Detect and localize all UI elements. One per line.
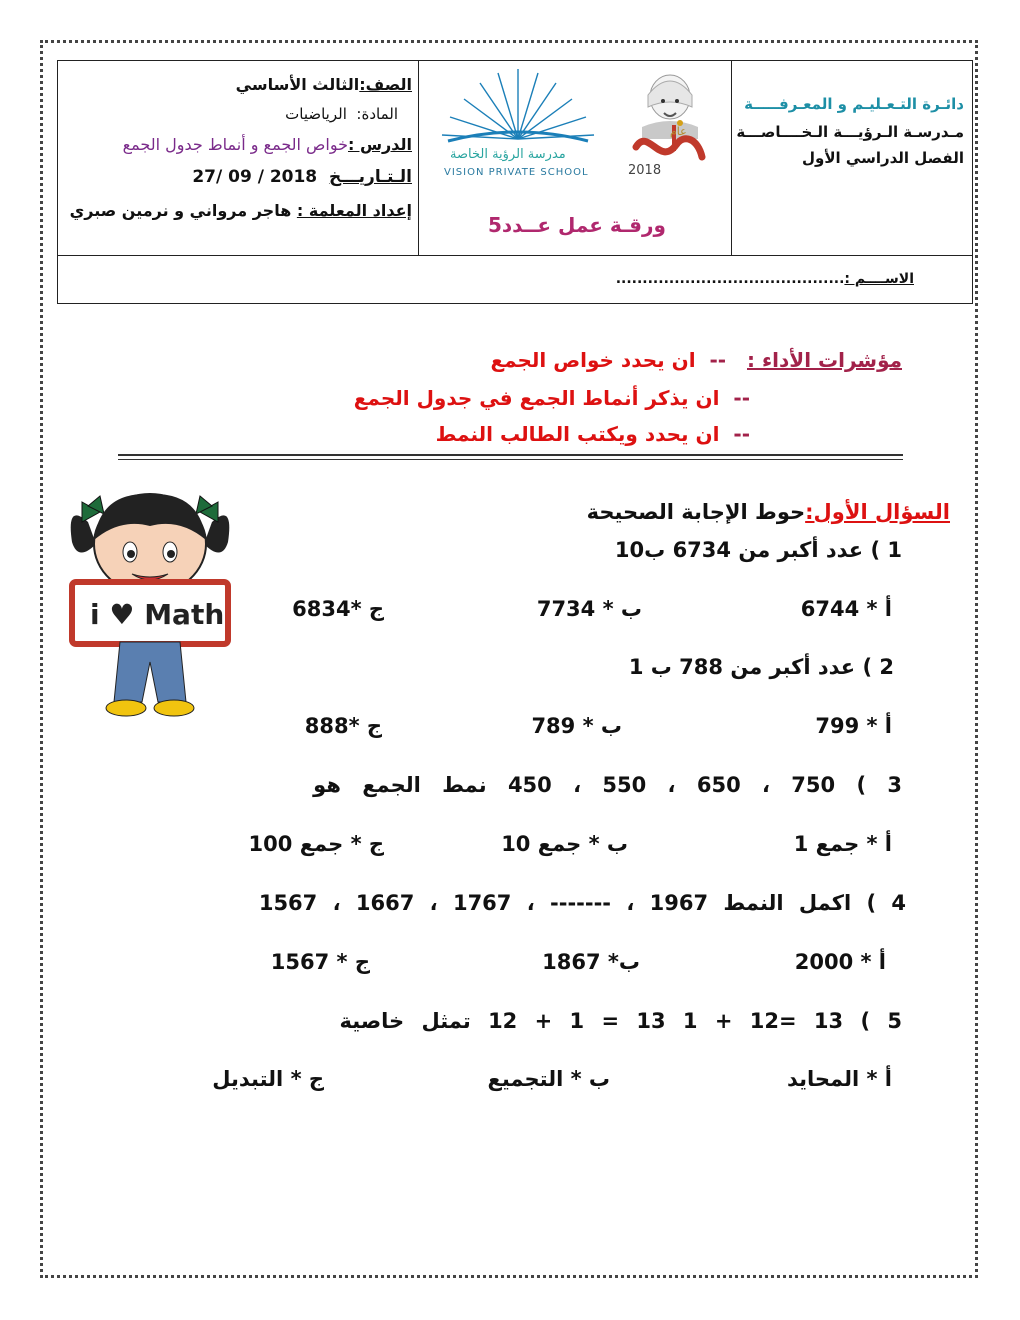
lesson-value: خواص الجمع و أنماط جدول الجمع [122,135,348,154]
q1-item1-option-b[interactable]: ب * 7734 [536,597,642,621]
teacher-value: هاجر مرواني و نرمين صبري [69,201,292,220]
header-table [57,60,973,304]
indicator-row-3 [436,422,750,446]
indicator-dash: -- [733,422,750,446]
q1-item3-option-b[interactable]: ب * جمع 10 [501,832,628,856]
q1-item4-option-a[interactable]: أ * 2000 [794,950,886,974]
vision-school-logo [428,67,608,187]
indicator-item-2: ان يذكر أنماط الجمع في جدول الجمع [353,386,720,410]
school-name-english-logo: VISION PRIVATE SCHOOL [444,167,589,178]
math-girl-illustration [60,482,240,722]
q1-item5-stem: 5 ) 13 =12 + 1 13 = 1 + 12 تمثل خاصية [339,1009,902,1033]
school-name: مـدرسـة الـرؤيـــة الـخــــاصـــة [736,123,964,141]
zayed-year-logo [618,67,718,187]
grade-label: الصف: [359,75,412,94]
q1-item2-option-b[interactable]: ب * 789 [531,714,622,738]
q1-item1-option-a[interactable]: أ * 6744 [800,597,892,621]
sunburst-logo-icon [428,67,608,147]
indicator-row-2 [354,386,750,410]
divider-thick [118,454,903,456]
q1-item4-option-b[interactable]: ب* 1867 [542,950,640,974]
q1-item5-option-a[interactable]: أ * المحايد [787,1067,892,1091]
indicator-dash: -- [709,348,727,372]
student-name-line[interactable] [616,271,914,287]
q1-item4-option-c[interactable]: ج * 1567 [270,950,370,974]
indicators-label: مؤشرات الأداء : [747,348,902,372]
subject-line [285,105,398,123]
header-top-row [58,61,972,256]
grade-value: الثالث الأساسي [235,75,360,94]
date-label: الـتـاريـــخ [328,167,412,187]
date-line [192,167,412,187]
q1-item3-option-a[interactable]: أ * جمع 1 [793,832,892,856]
teacher-label: إعداد المعلمة : [296,201,412,220]
header-left-cell [58,61,419,255]
subject-value: الرياضيات [285,105,347,123]
question1-instruction: حوط الإجابة الصحيحة [586,500,806,524]
indicator-row-1 [490,348,902,372]
department-name: دائـرة التـعـليـم و المعـرفـــــة [744,95,964,113]
q1-item3-stem: 3 ) 750 ، 650 ، 550 ، 450 نمط الجمع هو [313,773,902,797]
date-value: 27/ 09 / 2018 [192,167,318,187]
header-center-cell [418,61,734,255]
school-name-arabic-logo: مدرسة الرؤية الخاصة [450,147,566,162]
q1-item2-stem: 2 ) عدد أكبر من 788 ب 1 [628,655,894,679]
divider-thin [118,459,903,460]
grade-line [236,75,412,94]
lesson-label: الدرس : [348,135,412,154]
student-name-label: الاســــم : [844,271,914,287]
q1-item5-option-c[interactable]: ج * التبديل [212,1067,324,1091]
q1-item1-stem: 1 ) عدد أكبر من 6734 ب10 [614,538,902,562]
q1-item2-option-a[interactable]: أ * 799 [815,714,892,738]
q1-item5-option-b[interactable]: ب * التجميع [487,1067,610,1091]
teacher-line [70,201,412,220]
indicator-dash: -- [733,386,750,410]
indicator-item-1: ان يحدد خواص الجمع [490,348,696,372]
question1-title [587,500,950,524]
student-name-dots[interactable]: ........................................... [615,271,845,287]
term-name: الفصل الدراسي الأول [802,149,964,167]
zayed-year-number: 2018 [628,163,662,178]
subject-label: المادة: [356,105,398,123]
header-right-cell [731,61,972,255]
q1-item1-option-c[interactable]: ج *6834 [292,597,384,621]
math-sign-text: i ♥ Math [90,598,225,631]
q1-item3-option-c[interactable]: ج * جمع 100 [248,832,384,856]
lesson-line [123,135,412,154]
question1-label: السؤال الأول: [805,500,950,524]
worksheet-title: ورقـة عمل عــدد5 [488,213,666,237]
q1-item2-option-c[interactable]: ج *888 [304,714,382,738]
q1-item4-stem: 4 ) اكمل النمط 1967 ، ------- ، 1767 ، 1667 ، 1567 [258,891,906,915]
zayed-year-word: عام [670,125,687,138]
indicator-item-3: ان يحدد ويكتب الطالب النمط [435,422,720,446]
